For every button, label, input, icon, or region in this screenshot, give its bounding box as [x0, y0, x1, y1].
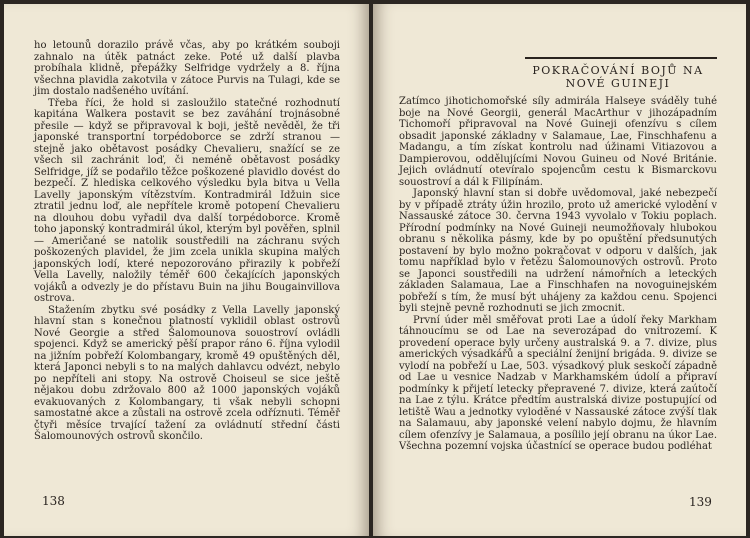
paragraph: První úder měl směřovat proti Lae a údolí řeky Markham táhnoucímu se od Lae na severozápad do vnitrozemí. K provedení operace byly určeny australská 9. a 7. divize, plus amerických výsadkářů a speciální ženijní brigáda. 9. divize se vylodí na pobřeží u Lae, 503. výsadkový pluk seskočí západně od Lae u vesnice Nadzab v Markhamském údolí a připraví podmínky k přijetí letecky přepravené 7. divize, která zaútočí na Lae z týlu. Krátce předtím australská divize postupující od letiště Wau a jednotky vyloděné v Nassauské zátoce zvýší tlak na Salamauu, aby japonské velení nabylo dojmu, že hlavním cílem ofenzívy je Salamaua, a posílilo její obranu na úkor Lae. Všechna pozemní vojska účastnící se operace budou podléhat — [399, 314, 717, 452]
right-page — [373, 4, 746, 536]
paragraph: Stažením zbytku své posádky z Vella Lavelly japonský hlavní stan s konečnou platností vyklidil oblast ostrovů Nové Georgie a střed Šalomounova souostroví ovládli spojenci. Když se americký pěší prapor ráno 6. října vylodil na jižním pobřeží Kolombangary, kromě 49 opuštěných děl, která Japonci nebyli s to na malých dahlavcu odvézt, nebylo po nepříteli ani stopy. Na ostrově Choiseul se sice ještě nějakou dobu zdržovalo 800 až 1000 japonských vojáků evakuovaných z Kolombangary, ti však nebyli schopni samostatné akce a zůstali na ostrově zcela odříznuti. Téměř čtyři měsíce trvající tažení za ovládnutí střední části Šalomounových ostrovů skončilo. — [34, 304, 340, 442]
paragraph: ho letounů dorazilo právě včas, aby po krátkém souboji zahnalo na útěk patnáct zeke. Poté už další plavba probíhala klidně, přepážky Selfridge vydržely a 8. října všechna plavidla zakotvila v zátoce Purvis na Tulagi, kde se jim dostalo nadšeného uvítání. — [34, 40, 340, 97]
paragraph: Zatímco jihotichomořské síly admirála Halseye sváděly tuhé boje na Nové Georgii, generál MacArthur v jihozápadním Tichomoří připravoval na Nové Guineji ofenzívu s cílem obsadit japonské základny v Salamaue, Lae, Finschhafenu a Madangu, a tím získat kontrolu nad úžinami Vitiazovou a Dampierovou, oddělujícími Novou Guineu od Nové Británie. Jejich ovládnutí otevíralo spojencům cestu k Bismarckovu souostroví a dál k Filipínám. — [399, 96, 717, 188]
chapter-title: POKRAČOVÁNÍ BOJŮ NA NOVÉ GUINEJI — [532, 64, 704, 90]
page-number-right: 139 — [689, 495, 712, 509]
page-number-left: 138 — [42, 494, 65, 508]
left-page-text — [34, 40, 340, 443]
paragraph: Japonský hlavní stan si dobře uvědomoval, jaké nebezpečí by v případě ztráty úžin hrozilo, proto už americké vylodění v Nassauské zátoce 30. června 1943 vyvolalo v Tokiu poplach. Přírodní podmínky na Nové Guineji neumožňovaly hlubokou obranu s několika pásmy, kde by po opuštění předsunutých postavení by bylo možno pokračovat v odporu v dalších, jak tomu například bylo v řetězu Šalomounových ostrovů. Proto se Japonci soustředili na udržení námořních a leteckých základen Salamaua, Lae a Finschhafen na novoguinejském pobřeží s tím, že musí být uhájeny za každou cenu. Spojenci byli stejně pevně rozhodnuti se jich zmocnit. — [399, 188, 717, 314]
left-page — [4, 4, 369, 536]
right-page-text — [399, 96, 717, 453]
paragraph: Třeba říci, že hold si zasloužilo statečné rozhodnutí kapitána Walkera postavit se bez zaváhání trojnásobné přesile — když se připravoval k boji, ještě nevěděl, že tři japonské transportní torpédoborce se zdrží stranou — stejně jako obětavost posádky Chevalieru, snažící se ze všech sil zachránit loď, či neméně obětavost posádky Selfridge, jíž se podařilo těžce poškozené plavidlo dovést do bezpečí. Z hlediska celkového výsledku byla bitva u Vella Lavelly japonským vítězstvím. Kontradmirál Idžuin sice ztratil jednu loď, ale nepřítele kromě potopení Chevalieru na dlouhou dobu vyřadil dva další torpédoborce. Kromě toho japonský kontradmirál úkol, kterým byl pověřen, splnil — Američané se natolik soustředili na záchranu svých poškozených plavidel, že jim zcela unikla skupina malých japonských lodí, které nepozorováno přirazily k pobřeží Vella Lavelly, naložily téměř 600 čekajících japonských vojáků a odvezly je do přístavu Buin na jihu Bougainvillova ostrova. — [34, 97, 340, 304]
chapter-rule — [525, 57, 717, 59]
